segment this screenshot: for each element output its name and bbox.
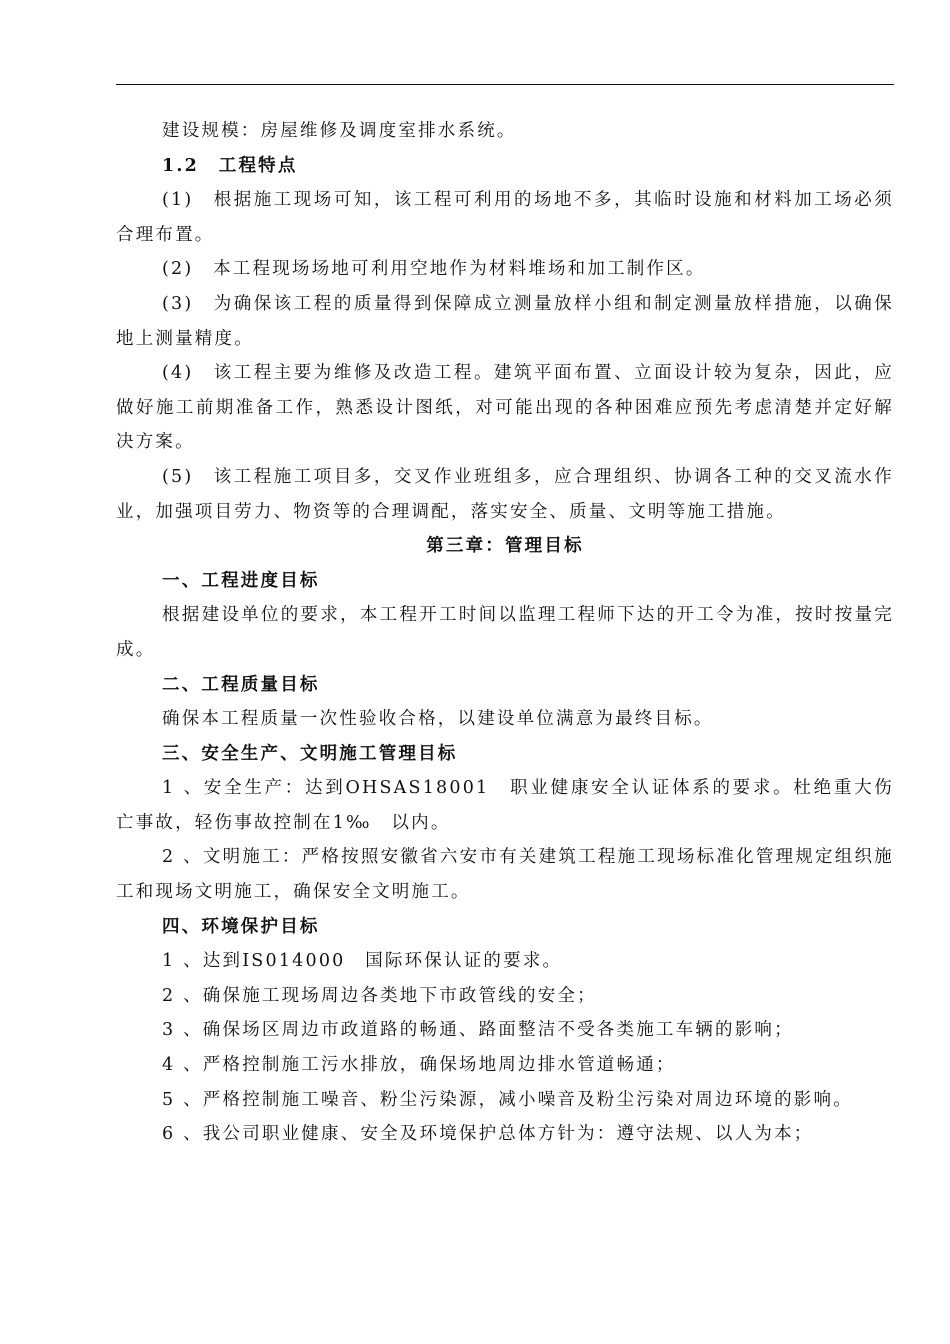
list-item: 5 、严格控制施工噪音、粉尘污染源，减小噪音及粉尘污染对周边环境的影响。 [162,1089,853,1110]
section-heading: 四、环境保护目标 [162,916,320,937]
paragraph: (3) 为确保该工程的质量得到保障成立测量放样小组和制定测量放样措施，以确保地上测量精度。 [116,293,894,349]
section-heading: 二、工程质量目标 [162,674,320,695]
paragraph: 建设规模：房屋维修及调度室排水系统。 [162,121,517,141]
list-item: 4 、严格控制施工污水排放，确保场地周边排水管道畅通； [162,1055,676,1076]
list-item: 3 、确保场区周边市政道路的畅通、路面整洁不受各类施工车辆的影响； [162,1020,794,1041]
paragraph: 根据建设单位的要求，本工程开工时间以监理工程师下达的开工令为准，按时按量完成。 [116,605,894,660]
paragraph: 确保本工程质量一次性验收合格，以建设单位满意为最终目标。 [162,709,714,730]
list-item: 2 、确保施工现场周边各类地下市政管线的安全； [162,985,597,1006]
header-rule [116,84,894,85]
paragraph: (4) 该工程主要为维修及改造工程。建筑平面布置、立面设计较为复杂，因此，应做好施工前期准备工作，熟悉设计图纸，对可能出现的各种困难应预先考虑清楚并定好解决方案。 [116,363,894,453]
document-body [116,114,894,1152]
paragraph: 2 、文明施工：严格按照安徽省六安市有关建筑工程施工现场标准化管理规定组织施工和现场文明施工，确保安全文明施工。 [116,847,894,903]
chapter-title: 第三章：管理目标 [426,536,584,557]
section-heading: 1.2 工程特点 [162,155,298,176]
paragraph: (5) 该工程施工项目多，交叉作业班组多，应合理组织、协调各工种的交叉流水作业，加强项目劳力、物资等的合理调配，落实安全、质量、文明等施工措施。 [116,466,894,522]
list-item: 6 、我公司职业健康、安全及环境保护总体方针为：遵守法规、以人为本； [162,1124,814,1145]
paragraph: (1) 根据施工现场可知，该工程可利用的场地不多，其临时设施和材料加工场必须合理布置。 [116,190,894,245]
paragraph: (2) 本工程现场场地可利用空地作为材料堆场和加工制作区。 [162,259,706,280]
section-heading: 三、安全生产、文明施工管理目标 [162,743,458,764]
section-heading: 一、工程进度目标 [162,570,320,591]
paragraph: 1 、安全生产：达到OHSAS18001 职业健康安全认证体系的要求。杜绝重大伤亡事故，轻伤事故控制在1‰ 以内。 [116,778,894,833]
list-item: 1 、达到IS014000 国际环保认证的要求。 [162,951,563,972]
